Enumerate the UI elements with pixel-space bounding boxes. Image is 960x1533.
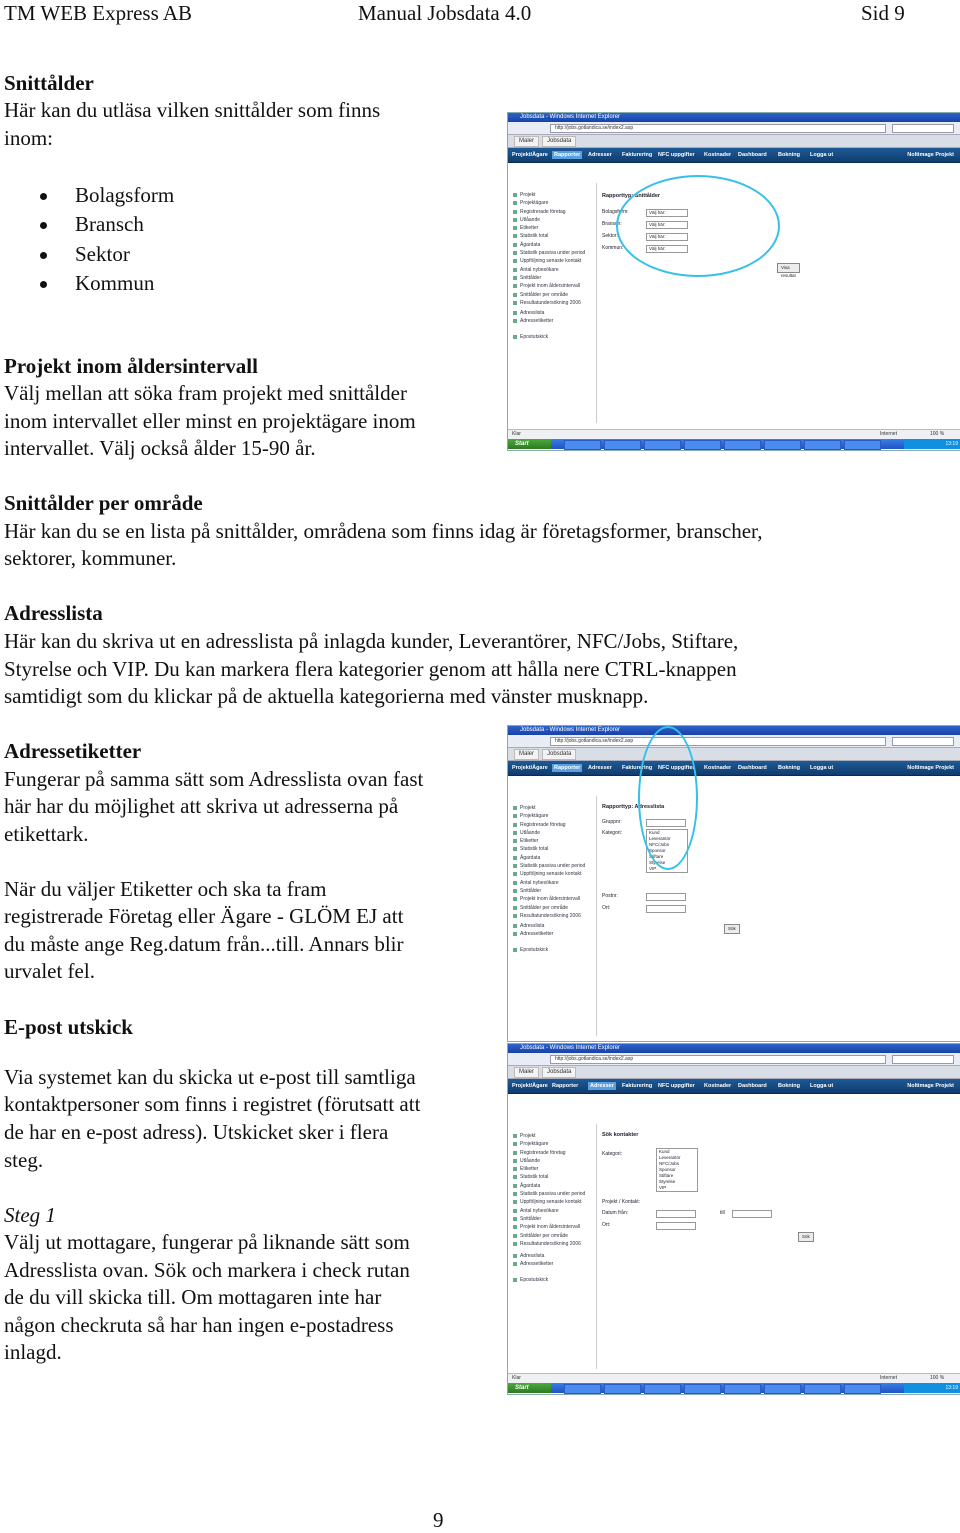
- highlight-circle: [616, 175, 780, 277]
- menu-item: Utlåande: [511, 216, 595, 224]
- menu-item: Uppföljning senaste kontakt: [511, 870, 595, 878]
- task-button: [844, 440, 881, 450]
- menu-item: Snittålder per område: [511, 904, 595, 912]
- field-label: Sektor:: [602, 233, 618, 239]
- form-row: [602, 232, 666, 240]
- menu-item: Adressetiketter: [511, 1260, 595, 1268]
- task-button: [724, 440, 761, 450]
- field-label: Kategori:: [602, 1151, 623, 1157]
- text-line: de har en e-post adress). Utskicket sker i flera: [4, 1120, 389, 1144]
- menu-item: Etiketter: [511, 837, 595, 845]
- nav-item: NFC uppgifter: [658, 1083, 695, 1089]
- browser-tabs: [508, 135, 960, 148]
- text-line: du måste ange Reg.datum från...till. Annars blir: [4, 932, 404, 956]
- address-field: http://jobs.gotlandica.se/index2.asp: [550, 737, 886, 746]
- app-nav: [508, 761, 960, 776]
- text-line: Styrelse och VIP. Du kan markera flera kategorier genom att hålla nere CTRL-knappen: [4, 657, 737, 681]
- app-logo: Noltimage Projekt: [907, 1083, 954, 1089]
- form-row: [602, 818, 622, 826]
- task-button: [564, 1384, 601, 1394]
- menu-item: Resultatundersökning 2006: [511, 299, 595, 307]
- browser-tab: Jobsdata: [542, 749, 576, 760]
- list-item: Bolagsform: [0, 181, 174, 210]
- field-label: Postnr:: [602, 893, 618, 899]
- text-line: inom intervallet eller minst en projektägare inom: [4, 409, 416, 433]
- task-button: [644, 1384, 681, 1394]
- field-label: Ort:: [602, 1222, 611, 1228]
- app-logo: Noltimage Projekt: [907, 152, 954, 158]
- text-line: urvalet fel.: [4, 959, 95, 983]
- list-item: Bransch: [0, 210, 174, 239]
- search-button: Sök: [798, 1232, 814, 1242]
- report-title: Rapporttyp: Adresslista: [602, 804, 665, 810]
- task-button: [684, 1384, 721, 1394]
- search-button: Sök: [724, 924, 740, 934]
- heading-projekt: Projekt inom åldersintervall: [4, 354, 258, 378]
- menu-item: Resultatundersökning 2006: [511, 1240, 595, 1248]
- text-line: kontaktpersoner som finns i registret (förutsatt att: [4, 1092, 421, 1116]
- menu-item: Projekt: [511, 1132, 595, 1140]
- report-menu-2: [511, 309, 595, 326]
- text-input: [656, 1222, 696, 1230]
- form-row: [602, 1150, 622, 1158]
- menu-item: Etiketter: [511, 1165, 595, 1173]
- field-label: Ort:: [602, 905, 611, 911]
- text-line: registrerade Företag eller Ägare - GLÖM EJ att: [4, 904, 404, 928]
- status-text: Klar: [512, 431, 521, 437]
- nav-item: Fakturering: [622, 765, 653, 771]
- search-box: [892, 1055, 954, 1064]
- heading-adressetiketter: Adressetiketter: [4, 739, 142, 763]
- nav-item: Projekt/Ägare: [512, 1083, 548, 1089]
- nav-item: Fakturering: [622, 152, 653, 158]
- text-line: Här kan du skriva ut en adresslista på inlagda kunder, Leverantörer, NFC/Jobs, Stiftare,: [4, 629, 739, 653]
- start-button: Start: [508, 1383, 551, 1393]
- list-option: Stiftare: [649, 854, 664, 859]
- heading-snittalder: Snittålder: [4, 71, 94, 95]
- menu-item: Projekt inom åldersintervall: [511, 1223, 595, 1231]
- list-option: VIP: [659, 1185, 667, 1190]
- form-row: [602, 1209, 725, 1217]
- nav-item: Projekt/Ägare: [512, 152, 548, 158]
- text-line: intervallet. Välj också ålder 15-90 år.: [4, 436, 316, 460]
- list-item: Sektor: [0, 240, 174, 269]
- nav-item: Projekt/Ägare: [512, 765, 548, 771]
- text-line: Här kan du se en lista på snittålder, områdena som finns idag är företagsformer, branscher,: [4, 519, 763, 543]
- browser-tabs: [508, 748, 960, 761]
- screenshot-snittalder: [507, 112, 960, 451]
- report-menu: [511, 1132, 595, 1248]
- status-bar: [508, 1373, 960, 1383]
- highlight-circle: [638, 726, 698, 870]
- menu-item: Etiketter: [511, 224, 595, 232]
- task-button: [684, 440, 721, 450]
- header-page: Sid 9: [861, 1, 905, 25]
- nav-item: Dashboard: [738, 1083, 767, 1089]
- task-button: [644, 440, 681, 450]
- menu-item: Snittålder: [511, 1215, 595, 1223]
- menu-item: Statistik total: [511, 1173, 595, 1181]
- menu-item: Projektägare: [511, 1140, 595, 1148]
- field-label: Bolagsform:: [602, 209, 629, 215]
- browser-tab: Maler: [514, 749, 539, 760]
- menu-item: Ägardata: [511, 241, 595, 249]
- status-text: Klar: [512, 1375, 521, 1381]
- menu-item: Resultatundersökning 2006: [511, 912, 595, 920]
- clock: 13:19: [904, 439, 960, 449]
- clock: 13:19: [904, 1383, 960, 1393]
- menu-item: Antal nybesökare: [511, 266, 595, 274]
- bullet-list: [0, 181, 174, 298]
- taskbar: [508, 439, 960, 449]
- text-line: Välj mellan att söka fram projekt med snittålder: [4, 381, 407, 405]
- nav-item: Adresser: [590, 1083, 614, 1089]
- address-bar: [508, 122, 960, 135]
- nav-item: Adresser: [588, 152, 612, 158]
- menu-item: Statistik total: [511, 845, 595, 853]
- nav-item: Logga ut: [810, 765, 834, 771]
- menu-item: Projekt: [511, 804, 595, 812]
- task-button: [724, 1384, 761, 1394]
- page-number: 9: [433, 1508, 444, 1532]
- menu-item: Ägardata: [511, 854, 595, 862]
- list-option: Styrelse: [659, 1179, 676, 1184]
- app-nav: [508, 1079, 960, 1094]
- text-input: [656, 1210, 696, 1218]
- menu-item: Snittålder per område: [511, 1232, 595, 1240]
- nav-item: Bokning: [778, 152, 800, 158]
- text-snittalder-1: Här kan du utläsa vilken snittålder som finns: [4, 98, 381, 122]
- menu-item: Antal nybesökare: [511, 1207, 595, 1215]
- field-label: Kommun:: [602, 245, 624, 251]
- select: Välj här:: [646, 221, 688, 229]
- report-menu-2: [511, 922, 595, 939]
- task-button: [844, 1384, 881, 1394]
- browser-tab: Maler: [514, 1067, 539, 1078]
- field-label: Bransch:: [602, 221, 622, 227]
- status-zoom: 100 %: [930, 431, 945, 437]
- text-input: [646, 905, 686, 913]
- menu-item: Utlåande: [511, 1157, 595, 1165]
- menu-item: Statistik passiva under period: [511, 1190, 595, 1198]
- heading-adresslista: Adresslista: [4, 601, 103, 625]
- app-logo: Noltimage Projekt: [907, 765, 954, 771]
- field-label: Kategori:: [602, 830, 623, 836]
- nav-item: Rapporter: [554, 152, 581, 158]
- report-menu-3: [511, 946, 595, 954]
- form-title: Sök kontakter: [602, 1132, 639, 1138]
- heading-epost: E-post utskick: [4, 1015, 133, 1039]
- report-menu: [511, 191, 595, 307]
- menu-item: Projekt inom åldersintervall: [511, 895, 595, 903]
- task-button: [564, 440, 601, 450]
- divider: [596, 1124, 597, 1369]
- text-input: [732, 1210, 772, 1218]
- status-zone: Internet: [880, 431, 897, 437]
- report-menu-3: [511, 333, 595, 341]
- search-box: [892, 737, 954, 746]
- menu-item: Uppföljning senaste kontakt: [511, 257, 595, 265]
- nav-item: Kostnader: [704, 765, 732, 771]
- status-bar: [508, 429, 960, 439]
- field-label: Datum från:: [602, 1210, 629, 1216]
- form-row: [602, 892, 618, 900]
- nav-item: Bokning: [778, 1083, 800, 1089]
- text-line: etikettark.: [4, 822, 89, 846]
- text-line: inlagd.: [4, 1340, 62, 1364]
- field-label: Gruppnr:: [602, 819, 622, 825]
- browser-tab: Jobsdata: [542, 136, 576, 147]
- divider: [596, 796, 597, 1036]
- report-title: Rapporttyp: Snittålder: [602, 193, 661, 199]
- window-title: Jobsdata - Windows Internet Explorer: [508, 726, 960, 735]
- report-menu-2: [511, 1252, 595, 1269]
- form-row: [602, 1221, 610, 1229]
- list-option: Leverantör: [659, 1155, 681, 1160]
- menu-item: Snittålder: [511, 887, 595, 895]
- menu-item: Epostutskick: [511, 1276, 595, 1284]
- nav-item: Adresser: [588, 765, 612, 771]
- menu-item: Ägardata: [511, 1182, 595, 1190]
- menu-item: Snittålder: [511, 274, 595, 282]
- list-option: Stiftare: [659, 1173, 674, 1178]
- nav-item: NFC uppgifter: [658, 152, 695, 158]
- list-option: NFC/Jobs: [659, 1161, 680, 1166]
- category-list: [656, 1148, 698, 1192]
- text-snittalder-2: inom:: [4, 126, 54, 150]
- to-label: till: [720, 1210, 725, 1216]
- task-button: [604, 1384, 641, 1394]
- menu-item: Epostutskick: [511, 333, 595, 341]
- task-button: [804, 440, 841, 450]
- task-button: [804, 1384, 841, 1394]
- nav-item: Kostnader: [704, 152, 732, 158]
- menu-item: Projektägare: [511, 199, 595, 207]
- nav-item: Dashboard: [738, 765, 767, 771]
- nav-item: Kostnader: [704, 1083, 732, 1089]
- nav-item: Dashboard: [738, 152, 767, 158]
- menu-item: Adresslista: [511, 1252, 595, 1260]
- menu-item: Registrerade företag: [511, 208, 595, 216]
- address-field: http://jobs.gotlandica.se/index2.asp: [550, 1055, 886, 1064]
- task-button: [604, 440, 641, 450]
- text-line: de du vill skicka till. Om mottagaren inte har: [4, 1285, 382, 1309]
- list-option: Kund: [659, 1149, 670, 1154]
- contact-search-form: [602, 1132, 810, 1239]
- list-option: Sponsor: [659, 1167, 676, 1172]
- screenshot-epost: [507, 1043, 960, 1395]
- form-row: [602, 829, 622, 837]
- text-line: Via systemet kan du skicka ut e-post till samtliga: [4, 1065, 416, 1089]
- menu-item: Registrerade företag: [511, 821, 595, 829]
- select: Välj här:: [646, 233, 688, 241]
- menu-item: Adressetiketter: [511, 930, 595, 938]
- nav-item: Fakturering: [622, 1083, 653, 1089]
- text-line: Adresslista ovan. Sök och markera i check rutan: [4, 1258, 410, 1282]
- nav-item: Logga ut: [810, 1083, 834, 1089]
- show-result-button: Visa resultat: [777, 263, 800, 273]
- select: Välj här:: [646, 209, 688, 217]
- address-bar: [508, 1053, 960, 1066]
- nav-item: Bokning: [778, 765, 800, 771]
- menu-item: Adresslista: [511, 922, 595, 930]
- menu-item: Projekt: [511, 191, 595, 199]
- report-menu: [511, 804, 595, 920]
- list-option: VIP: [649, 866, 657, 871]
- list-option: NFC/Jobs: [649, 842, 670, 847]
- form-row: [602, 244, 666, 252]
- menu-item: Uppföljning senaste kontakt: [511, 1198, 595, 1206]
- menu-item: Statistik passiva under period: [511, 862, 595, 870]
- nav-item: Rapporter: [554, 765, 581, 771]
- menu-item: Snittålder per område: [511, 291, 595, 299]
- text-line: här har du möjlighet att skriva ut adresserna på: [4, 794, 399, 818]
- text-line: Välj ut mottagare, fungerar på liknande sätt som: [4, 1230, 410, 1254]
- address-bar: [508, 735, 960, 748]
- menu-item: Projektägare: [511, 812, 595, 820]
- report-menu-3: [511, 1276, 595, 1284]
- menu-item: Adresslista: [511, 309, 595, 317]
- text-line: steg.: [4, 1148, 44, 1172]
- nav-item: NFC uppgifter: [658, 765, 695, 771]
- browser-tabs: [508, 1066, 960, 1079]
- step-heading: Steg 1: [4, 1203, 56, 1227]
- browser-tab: Maler: [514, 136, 539, 147]
- status-zoom: 100 %: [930, 1375, 945, 1381]
- search-box: [892, 124, 954, 133]
- screenshot-adresslista: [507, 725, 960, 1042]
- app-nav: [508, 148, 960, 163]
- form-row: [602, 1198, 640, 1206]
- divider: [596, 183, 597, 423]
- list-option: Styrelse: [649, 860, 666, 865]
- window-title: Jobsdata - Windows Internet Explorer: [508, 113, 960, 122]
- form-row: [602, 904, 610, 912]
- start-button: Start: [508, 439, 551, 449]
- nav-item: Logga ut: [810, 152, 834, 158]
- list-item: Kommun: [0, 269, 174, 298]
- field-label: Projekt / Kontakt:: [602, 1199, 641, 1205]
- text-line: någon checkruta så har han ingen e-postadress: [4, 1313, 394, 1337]
- header-manual: Manual Jobsdata 4.0: [358, 1, 532, 25]
- text-input: [646, 893, 686, 901]
- nav-item: Rapporter: [552, 1083, 579, 1089]
- list-option: Sponsor: [649, 848, 666, 853]
- status-zone: Internet: [880, 1375, 897, 1381]
- menu-item: Statistik total: [511, 232, 595, 240]
- menu-item: Utlåande: [511, 829, 595, 837]
- window-title: Jobsdata - Windows Internet Explorer: [508, 1044, 960, 1053]
- menu-item: Epostutskick: [511, 946, 595, 954]
- select: Välj här:: [646, 245, 688, 253]
- taskbar: [508, 1383, 960, 1393]
- text-line: samtidigt som du klickar på de aktuella kategorierna med vänster musknapp.: [4, 684, 649, 708]
- menu-item: Projekt inom åldersintervall: [511, 282, 595, 290]
- task-button: [764, 1384, 801, 1394]
- menu-item: Adressetiketter: [511, 317, 595, 325]
- menu-item: Registrerade företag: [511, 1149, 595, 1157]
- list-option: Leverantör: [649, 836, 671, 841]
- task-button: [764, 440, 801, 450]
- address-field: http://jobs.gotlandica.se/index2.asp: [550, 124, 886, 133]
- header-company: TM WEB Express AB: [4, 1, 193, 25]
- menu-item: Antal nybesökare: [511, 879, 595, 887]
- text-line: sektorer, kommuner.: [4, 546, 177, 570]
- heading-omrade: Snittålder per område: [4, 491, 203, 515]
- list-option: Kund: [649, 830, 660, 835]
- browser-tab: Jobsdata: [542, 1067, 576, 1078]
- menu-item: Statistik passiva under period: [511, 249, 595, 257]
- text-line: När du väljer Etiketter och ska ta fram: [4, 877, 327, 901]
- text-line: Fungerar på samma sätt som Adresslista ovan fast: [4, 767, 424, 791]
